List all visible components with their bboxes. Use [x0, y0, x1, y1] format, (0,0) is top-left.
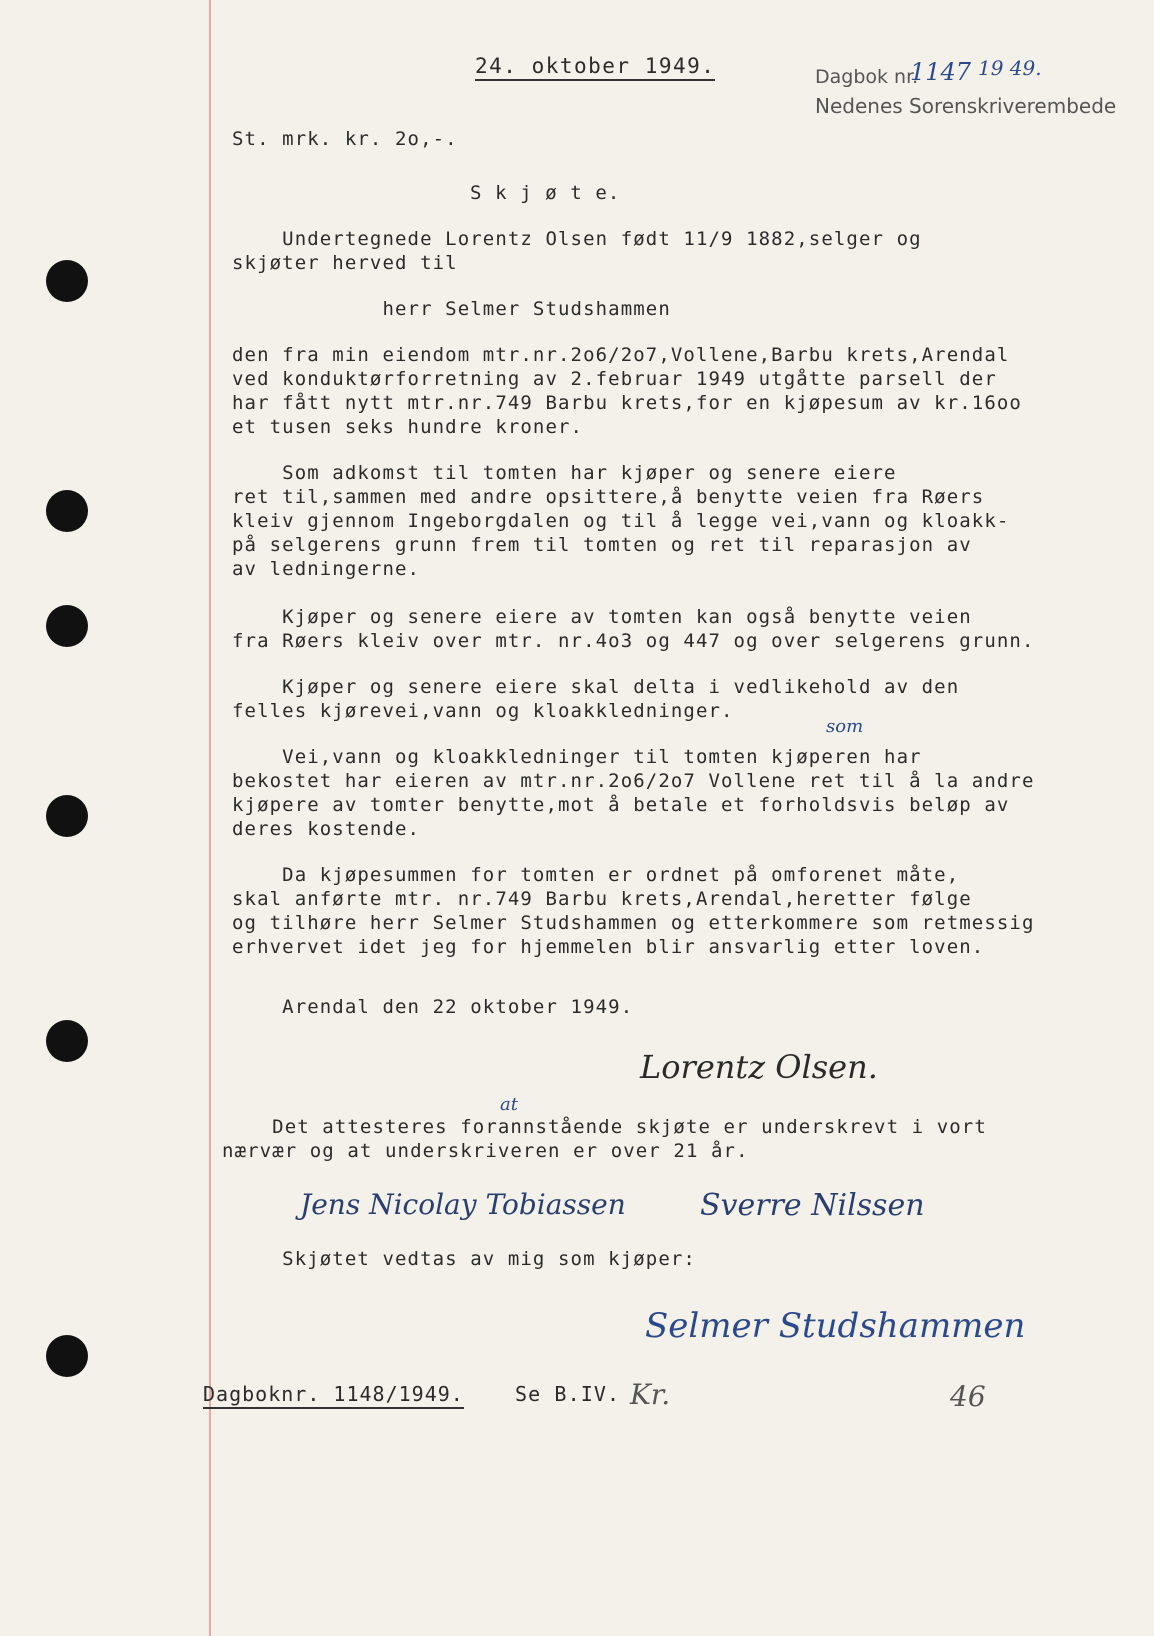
court-office-stamp: Nedenes Sorenskriverembede	[815, 94, 1117, 118]
stamp-fee: St. mrk. kr. 2o,-.	[232, 128, 458, 150]
punch-hole	[46, 490, 88, 532]
witness-signature-2: Sverre Nilssen	[700, 1188, 925, 1223]
body-line: på selgerens grunn frem til tomten og ret til reparasjon av	[232, 534, 972, 556]
journal-number-handwritten: 1147	[910, 58, 972, 86]
body-line: Som adkomst til tomten har kjøper og senere eiere	[232, 462, 897, 484]
attestation-line: Det attesteres forannstående skjøte er underskrevt i vort	[222, 1116, 987, 1138]
handwritten-insert-som: som	[826, 716, 864, 737]
handwritten-insert-at: at	[500, 1094, 518, 1115]
body-line: kleiv gjennom Ingeborgdalen og til å legge vei,vann og kloakk-	[232, 510, 1010, 532]
witness-signature-1: Jens Nicolay Tobiassen	[300, 1188, 626, 1221]
body-line: av ledningerne.	[232, 558, 421, 580]
body-line: og tilhøre herr Selmer Studshammen og etterkommere som retmessig	[232, 912, 1035, 934]
buyer-signature: Selmer Studshammen	[645, 1306, 1026, 1346]
body-line: ved konduktørforretning av 2.februar 1949 utgåtte parsell der	[232, 368, 997, 390]
journal-stamp-label: Dagbok nr.	[815, 66, 919, 88]
body-line: Kjøper og senere eiere av tomten kan også benytte veien	[232, 606, 972, 628]
body-line: den fra min eiendom mtr.nr.2o6/2o7,Vollene,Barbu krets,Arendal	[232, 344, 1010, 366]
seller-signature: Lorentz Olsen.	[640, 1048, 878, 1086]
place-date-line: Arendal den 22 oktober 1949.	[232, 996, 634, 1018]
journal-year: 19 49.	[978, 56, 1042, 80]
attestation-line: nærvær og at underskriveren er over 21 år.	[222, 1140, 749, 1162]
reference-note: Se B.IV.	[515, 1382, 621, 1406]
body-line: kjøpere av tomter benytte,mot å betale et forholdsvis beløp av	[232, 794, 1010, 816]
body-line: deres kostende.	[232, 818, 421, 840]
punch-hole	[46, 1335, 88, 1377]
body-line: erhvervet idet jeg for hjemmelen blir ansvarlig etter loven.	[232, 936, 985, 958]
body-line: Vei,vann og kloakkledninger til tomten kjøperen har	[232, 746, 922, 768]
body-line: et tusen seks hundre kroner.	[232, 416, 584, 438]
punch-hole	[46, 1020, 88, 1062]
body-line: har fått nytt mtr.nr.749 Barbu krets,for en kjøpesum av kr.16oo	[232, 392, 1022, 414]
pencil-mark-left: Kr.	[630, 1378, 671, 1411]
body-line: skal anførte mtr. nr.749 Barbu krets,Arendal,heretter følge	[232, 888, 972, 910]
body-line: ret til,sammen med andre opsittere,å benytte veien fra Røers	[232, 486, 985, 508]
acceptance-line: Skjøtet vedtas av mig som kjøper:	[232, 1248, 696, 1270]
body-line: felles kjørevei,vann og kloakkledninger.	[232, 700, 734, 722]
body-line: skjøter herved til	[232, 252, 458, 274]
punch-hole	[46, 260, 88, 302]
body-line: Da kjøpesummen for tomten er ordnet på omforenet måte,	[232, 864, 960, 886]
journal-number-footer: Dagboknr. 1148/1949.	[203, 1382, 464, 1409]
document-title: S k j ø t e.	[470, 182, 621, 204]
body-line: Kjøper og senere eiere skal delta i vedlikehold av den	[232, 676, 960, 698]
punch-hole	[46, 795, 88, 837]
body-line: bekostet har eieren av mtr.nr.2o6/2o7 Vollene ret til å la andre	[232, 770, 1035, 792]
pencil-mark-right: 46	[950, 1380, 986, 1413]
body-line: fra Røers kleiv over mtr. nr.4o3 og 447 og over selgerens grunn.	[232, 630, 1035, 652]
punch-hole	[46, 605, 88, 647]
body-line: Undertegnede Lorentz Olsen født 11/9 1882,selger og	[232, 228, 922, 250]
body-line: herr Selmer Studshammen	[232, 298, 671, 320]
document-date: 24. oktober 1949.	[475, 54, 715, 81]
